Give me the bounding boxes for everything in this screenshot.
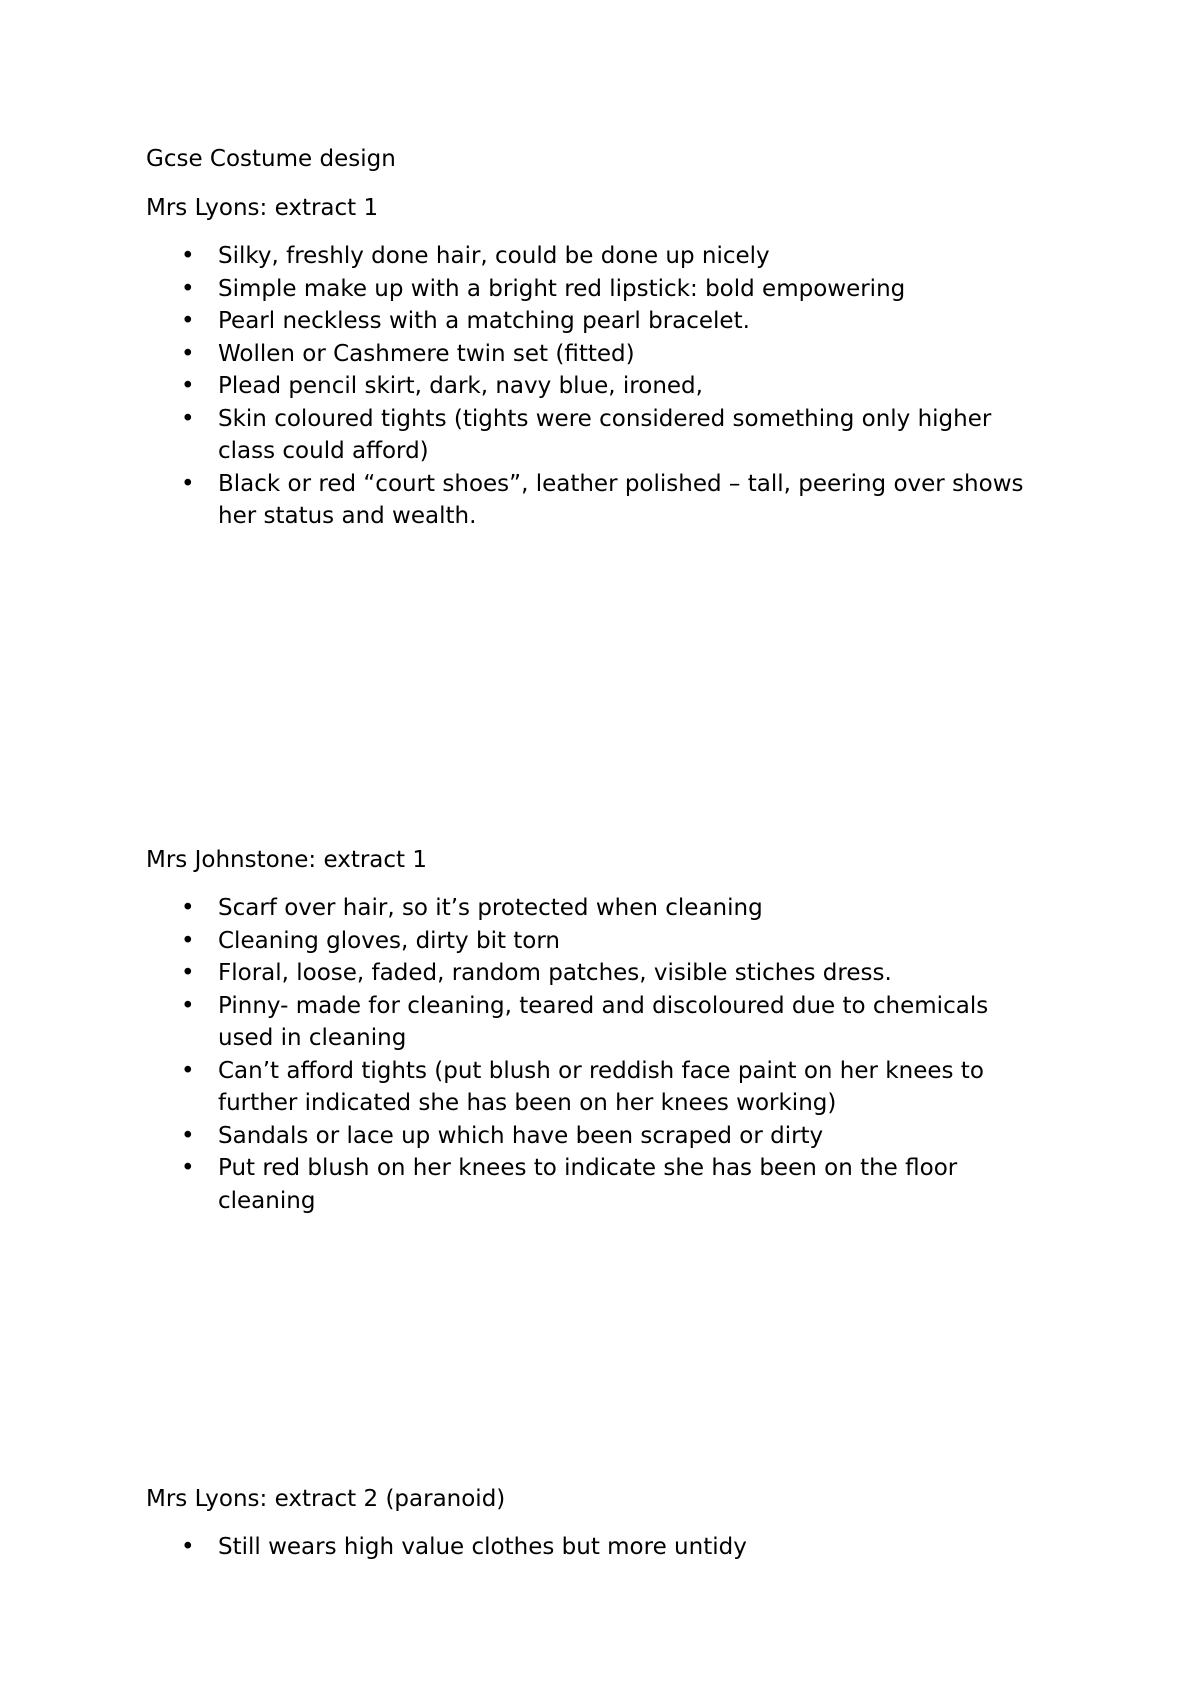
- list-item: • Wollen or Cashmere twin set (fitted): [0, 338, 1048, 371]
- list-item: • Plead pencil skirt, dark, navy blue, ironed,: [0, 370, 1048, 403]
- list-item: • Pinny- made for cleaning, teared and discoloured due to chemicals used in cleaning: [0, 990, 1048, 1055]
- list-item: • Sandals or lace up which have been scraped or dirty: [0, 1120, 1048, 1153]
- bullet-icon: •: [181, 308, 195, 334]
- list-item: • Simple make up with a bright red lipstick: bold empowering: [0, 273, 1048, 306]
- list-item: • Can’t afford tights (put blush or reddish face paint on her knees to further indicated she has been on her knees working): [0, 1055, 1048, 1120]
- list-item: • Cleaning gloves, dirty bit torn: [0, 925, 1048, 958]
- list-item: • Still wears high value clothes but more untidy: [0, 1531, 1048, 1564]
- bullet-icon: •: [181, 1122, 195, 1149]
- section-heading-mrs-lyons-extract-1: Mrs Lyons: extract 1: [146, 195, 379, 221]
- document-title: Gcse Costume design: [146, 146, 396, 172]
- bullet-icon: •: [181, 1534, 195, 1560]
- bullet-icon: •: [181, 960, 195, 986]
- bullet-list-mrs-lyons-extract-2: [0, 1531, 1200, 1564]
- section-heading-mrs-lyons-extract-2: Mrs Lyons: extract 2 (paranoid): [146, 1486, 506, 1512]
- bullet-icon: •: [181, 992, 195, 1019]
- list-item: • Black or red “court shoes”, leather polished – tall, peering over shows her status and wealth.: [0, 468, 1048, 533]
- bullet-icon: •: [181, 895, 195, 921]
- bullet-icon: •: [181, 927, 195, 954]
- bullet-icon: •: [181, 373, 195, 399]
- bullet-icon: •: [181, 1155, 195, 1181]
- list-item: • Put red blush on her knees to indicate she has been on the floor cleaning: [0, 1152, 1048, 1217]
- bullet-icon: •: [181, 243, 195, 269]
- list-item: • Skin coloured tights (tights were considered something only higher class could afford): [0, 403, 1048, 468]
- section-heading-mrs-johnstone-extract-1: Mrs Johnstone: extract 1: [146, 847, 427, 873]
- bullet-icon: •: [181, 470, 195, 497]
- bullet-icon: •: [181, 340, 195, 367]
- bullet-icon: •: [181, 1057, 195, 1084]
- list-item: • Scarf over hair, so it’s protected when cleaning: [0, 892, 1048, 925]
- bullet-list-mrs-lyons-extract-1: [0, 240, 1200, 533]
- bullet-icon: •: [181, 405, 195, 432]
- list-item: • Floral, loose, faded, random patches, visible stiches dress.: [0, 957, 1048, 990]
- list-item: • Pearl neckless with a matching pearl bracelet.: [0, 305, 1048, 338]
- bullet-list-mrs-johnstone-extract-1: [0, 892, 1200, 1217]
- bullet-icon: •: [181, 275, 195, 302]
- list-item: • Silky, freshly done hair, could be done up nicely: [0, 240, 1048, 273]
